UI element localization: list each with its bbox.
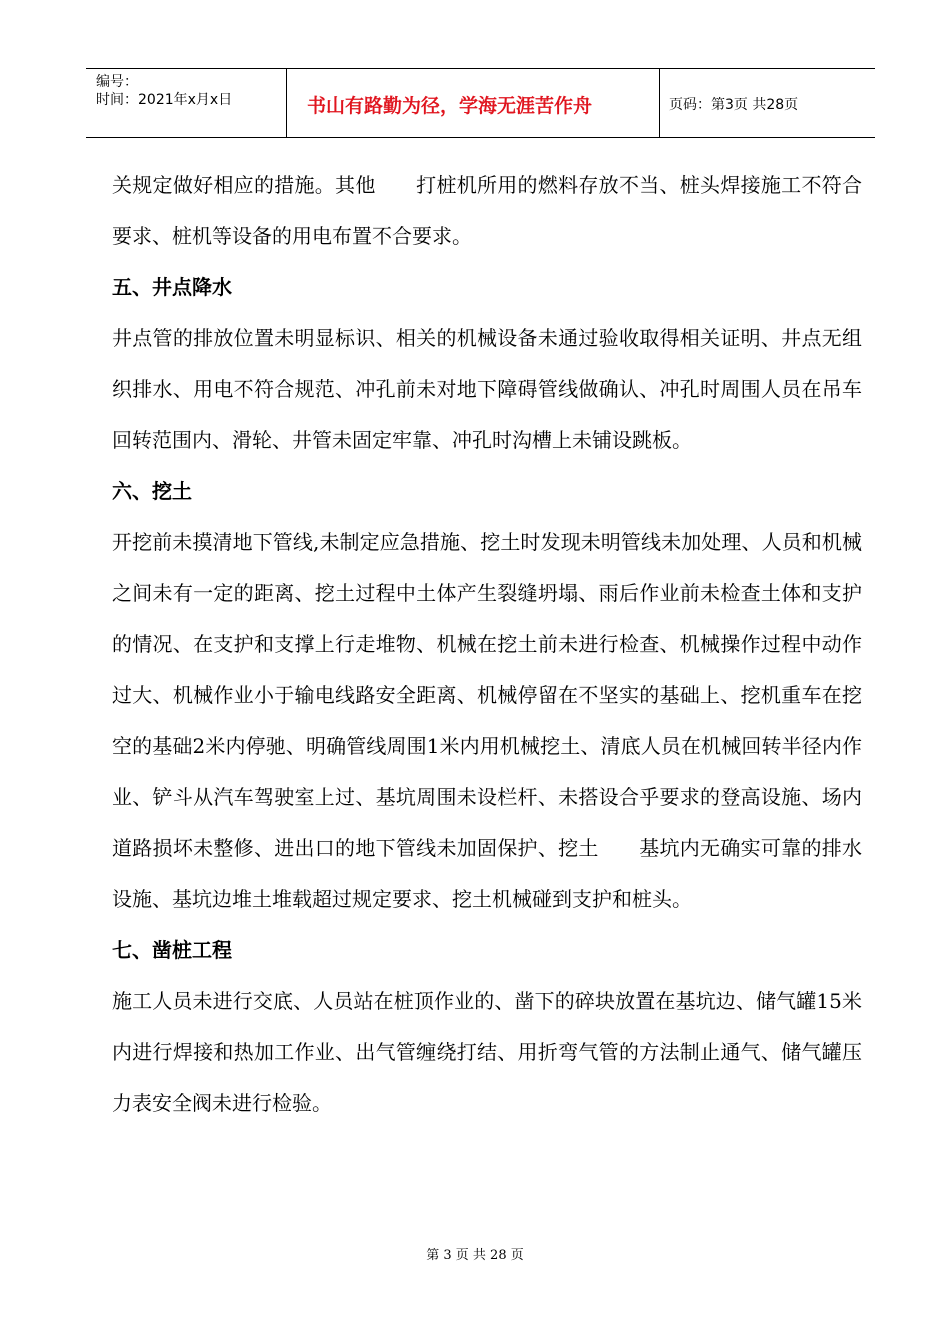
page-info: 页码：第3页 共28页 [669,97,799,113]
document-body [112,160,862,1129]
header-motto-cell [286,69,660,137]
paragraph-section-7: 施工人员未进行交底、人员站在桩顶作业的、凿下的碎块放置在基坑边、储气罐15米内进行焊接和热加工作业、出气管缠绕打结、用折弯气管的方法制止通气、储气罐压力表安全阀未进行检验。 [112,989,862,1115]
paragraph-section-5: 井点管的排放位置未明显标识、相关的机械设备未通过验收取得相关证明、井点无组织排水、用电不符合规范、冲孔前未对地下障碍管线做确认、冲孔时周围人员在吊车回转范围内、滑轮、井管未固定牢靠、冲孔时沟槽上未铺设跳板。 [112,326,862,452]
section-heading-6: 六、挖土 [112,479,192,503]
page-footer: 第 3 页 共 28 页 [426,1248,524,1263]
motto-text: 书山有路勤为径，学海无涯苦作舟 [307,95,593,117]
section-heading-5: 五、井点降水 [112,275,232,299]
header-page-cell [659,69,875,137]
section-heading-7: 七、凿桩工程 [112,938,232,962]
time-label: 时间：2021年x月x日 [96,92,233,108]
paragraph-continuation: 关规定做好相应的措施。其他 打桩机所用的燃料存放不当、桩头焊接施工不符合要求、桩机等设备的用电布置不合要求。 [112,173,862,248]
document-header [86,68,875,138]
paragraph-section-6: 开挖前未摸清地下管线,未制定应急措施、挖土时发现未明管线未加处理、人员和机械之间未有一定的距离、挖土过程中土体产生裂缝坍塌、雨后作业前未检查土体和支护的情况、在支护和支撑上行走堆物、机械在挖土前未进行检查、机械操作过程中动作过大、机械作业小于输电线路安全距离、机械停留在不坚实的基础上、挖机重车在挖空的基础2米内停驰、明确管线周围1米内用机械挖土、清底人员在机械回转半径内作业、铲斗从汽车驾驶室上过、基坑周围未设栏杆、未搭设合乎要求的登高设施、场内道路损坏未整修、进出口的地下管线未加固保护、挖土 基坑内无确实可靠的排水设施、基坑边堆土堆载超过规定要求、挖土机械碰到支护和桩头。 [112,530,862,911]
header-meta-cell [86,69,286,137]
number-label: 编号： [96,74,138,90]
